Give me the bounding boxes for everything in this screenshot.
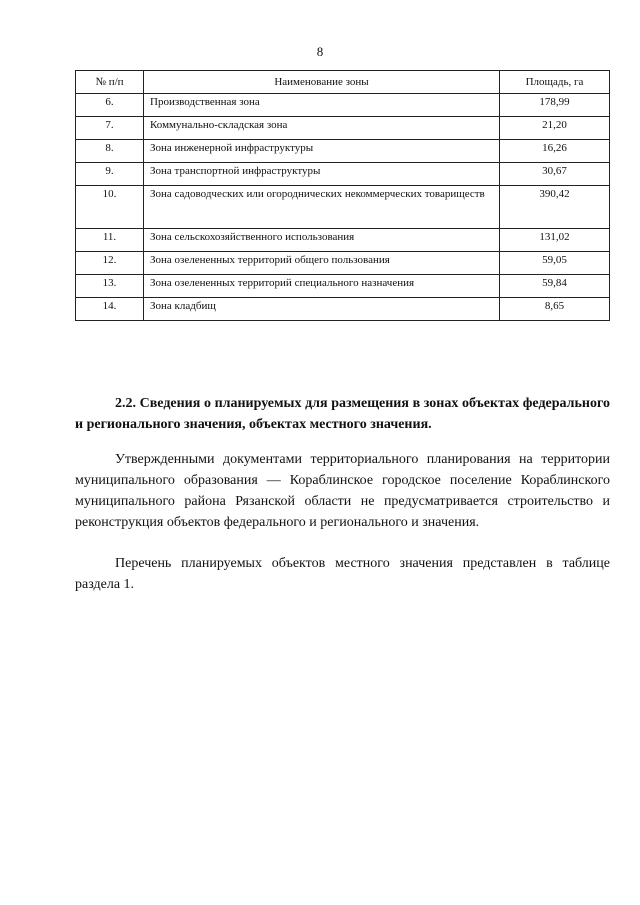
page-number: 8 [316,44,324,59]
row-name: Зона инженерной инфраструктуры [144,140,500,163]
row-name: Коммунально-складская зона [144,117,500,140]
table-row [76,163,610,186]
table-row [76,186,610,229]
row-num: 11. [76,229,144,252]
section-paragraph: Перечень планируемых объектов местного значения представлен в таблице раздела 1. [75,556,610,592]
table-row [76,94,610,117]
section-paragraph: Утвержденными документами территориального планирования на территории муниципального образования — Кораблинское городское поселение Кораблинского муниципального района Рязанской области не предусматривается строительство и реконструкция объектов федерального и регионального и значения. [75,452,610,530]
header-name: Наименование зоны [144,71,500,94]
row-area: 16,26 [500,140,610,163]
table-row [76,275,610,298]
zones-table [75,70,610,321]
table-row [76,252,610,275]
row-name: Зона транспортной инфраструктуры [144,163,500,186]
row-name: Зона озелененных территорий специального назначения [144,275,500,298]
row-num: 12. [76,252,144,275]
row-area: 390,42 [500,186,610,229]
header-area: Площадь, га [500,71,610,94]
row-num: 7. [76,117,144,140]
row-area: 59,84 [500,275,610,298]
table-row [76,117,610,140]
row-name: Зона кладбищ [144,298,500,321]
row-num: 6. [76,94,144,117]
table-header-row [76,71,610,94]
table-row [76,140,610,163]
row-name: Зона озелененных территорий общего пользования [144,252,500,275]
table-row [76,298,610,321]
row-area: 21,20 [500,117,610,140]
section-heading: 2.2. Сведения о планируемых для размещения в зонах объектах федерального и регионального значения, объектах местного значения. [75,396,610,432]
row-area: 8,65 [500,298,610,321]
row-num: 10. [76,186,144,229]
row-num: 14. [76,298,144,321]
row-name: Зона садоводческих или огороднических некоммерческих товариществ [144,186,500,229]
row-area: 178,99 [500,94,610,117]
row-num: 8. [76,140,144,163]
row-num: 13. [76,275,144,298]
table-row [76,229,610,252]
row-area: 131,02 [500,229,610,252]
row-area: 59,05 [500,252,610,275]
row-num: 9. [76,163,144,186]
row-area: 30,67 [500,163,610,186]
header-num: № п/п [76,71,144,94]
row-name: Зона сельскохозяйственного использования [144,229,500,252]
row-name: Производственная зона [144,94,500,117]
